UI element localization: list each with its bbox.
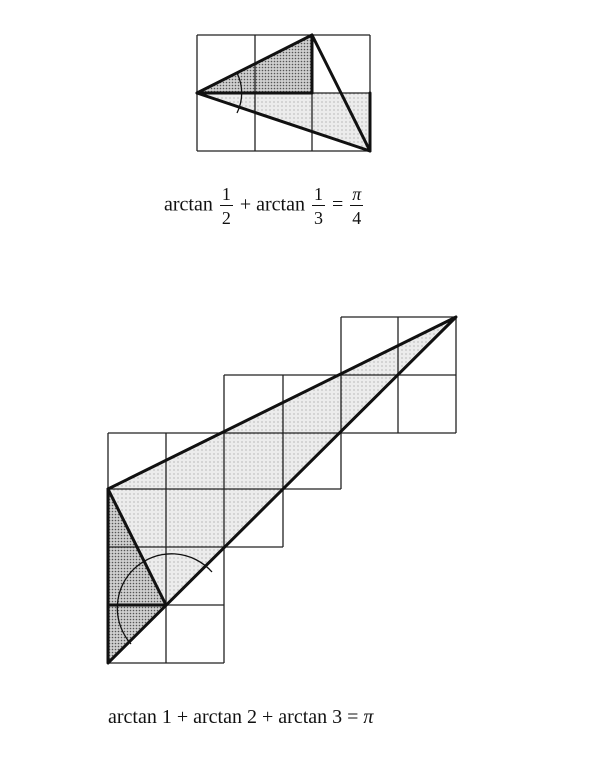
pi-result: π (363, 706, 374, 728)
plus-sign: + (239, 193, 252, 216)
plus-sign: + (262, 706, 274, 728)
arctan-three-term: arctan 3 (278, 706, 343, 728)
fraction-one-half (220, 185, 233, 227)
arctan-term-2: arctan (256, 193, 305, 216)
bottom-diagram (108, 317, 456, 663)
arctan-one-term: arctan 1 (108, 706, 172, 728)
arctan-term-1: arctan (164, 193, 213, 216)
fraction-numerator: π (352, 184, 362, 204)
top-equation (164, 185, 365, 227)
equals-sign: = (332, 193, 344, 216)
top-diagram (197, 35, 370, 151)
fraction-denominator: 2 (221, 208, 231, 228)
bottom-light-triangle (108, 317, 456, 605)
fraction-denominator: 4 (352, 208, 362, 228)
plus-sign: + (176, 706, 189, 728)
arctan-two-term: arctan 2 (193, 706, 257, 728)
fraction-numerator: 1 (221, 184, 231, 204)
fraction-pi-over-four (350, 185, 363, 227)
equals-sign: = (347, 706, 359, 728)
bottom-equation (108, 706, 373, 729)
fraction-one-third (312, 185, 325, 227)
fraction-denominator: 3 (314, 208, 323, 228)
fraction-numerator: 1 (314, 184, 323, 204)
